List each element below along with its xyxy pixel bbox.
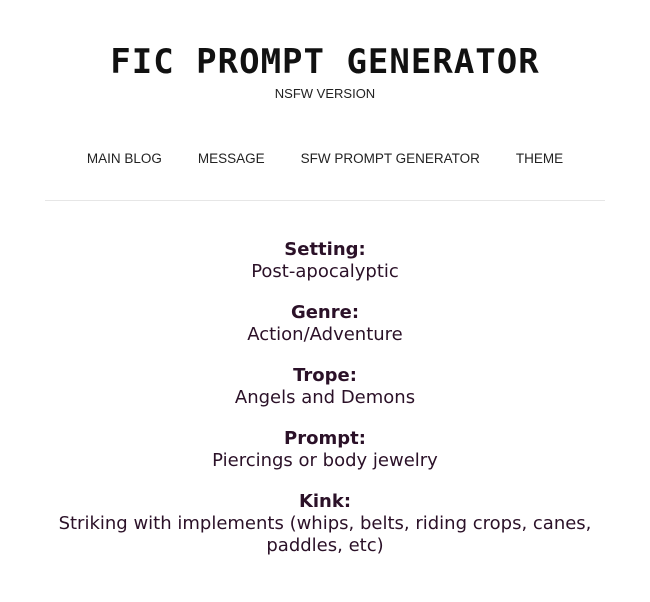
trope-item (0, 365, 650, 409)
prompt-label: Prompt: (284, 428, 366, 449)
nav-sfw-prompt-generator-link[interactable]: SFW PROMPT GENERATOR (300, 151, 480, 166)
genre-item (0, 302, 650, 346)
nav-message-link[interactable]: MESSAGE (197, 151, 265, 166)
genre-label: Genre: (290, 302, 360, 323)
prompt-content (0, 201, 650, 557)
trope-value: Angels and Demons (234, 387, 416, 408)
prompt-value: Piercings or body jewelry (212, 450, 438, 471)
setting-label: Setting: (284, 239, 366, 260)
site-title[interactable]: FIC PROMPT GENERATOR (110, 42, 540, 82)
genre-value: Action/Adventure (247, 324, 403, 345)
trope-label: Trope: (293, 365, 357, 386)
nav-theme-link[interactable]: THEME (515, 151, 564, 166)
main-nav (45, 150, 605, 201)
setting-value: Post-apocalyptic (251, 261, 399, 282)
setting-item (0, 239, 650, 283)
site-subtitle: NSFW VERSION (274, 86, 376, 101)
kink-value: Striking with implements (whips, belts, riding crops, canes, paddles, etc) (58, 513, 592, 556)
site-header (0, 0, 650, 102)
kink-item (0, 491, 650, 557)
kink-label: Kink: (298, 491, 352, 512)
nav-main-blog-link[interactable]: MAIN BLOG (86, 151, 162, 166)
prompt-item (0, 428, 650, 472)
